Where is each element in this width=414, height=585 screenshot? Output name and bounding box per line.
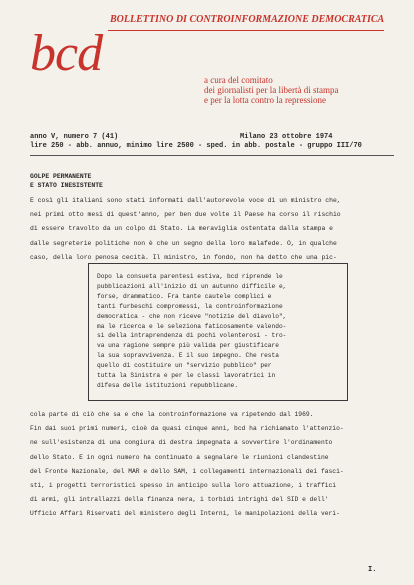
box-line: forse, drammatico. Fra tante cautele complici e — [97, 292, 272, 300]
text-line: sti, i progetti terroristici spesso in anticipo sulla loro attuazione, i traffici — [30, 482, 337, 490]
masthead-title: BOLLETTINO DI CONTROINFORMAZIONE DEMOCRATICA — [110, 14, 385, 25]
article-heading — [30, 172, 103, 190]
box-line: va una ragione sempre più valida per giustificare — [97, 342, 279, 350]
issue-price: lire 250 - abb. annuo, minimo lire 2500 - sped. in abb. postale - gruppo III/70 — [30, 142, 362, 150]
bcd-logo: bcd — [30, 25, 103, 82]
issue-number: anno V, numero 7 (41) — [30, 133, 119, 141]
article-paragraph-2 — [30, 408, 396, 522]
box-line: pubblicazioni all'inizio di un autunno difficile e, — [97, 282, 287, 290]
text-line: cola parte di ciò che sa e che la controinformazione va ripetendo dal 1969. — [30, 411, 314, 418]
text-line: dalle segreterie politiche non è che un segno della loro malafede. O, in qualche — [30, 239, 337, 247]
subtitle-line: e per la lotta contro la repressione — [204, 95, 326, 105]
issue-date: Milano 23 ottobre 1974 — [240, 133, 333, 141]
text-line: nei primi otto mesi di quest'anno, per ben due volte il Paese ha corso il rischio — [30, 211, 341, 219]
box-line: Dopo la consueta parentesi estiva, bcd riprende le — [97, 273, 283, 280]
masthead-subtitle — [204, 75, 338, 105]
masthead-divider — [108, 30, 384, 31]
subtitle-line: dei giornalisti per la libertà di stampa — [204, 85, 339, 95]
text-line: ne sull'esistenza di una congiura di destra impegnata a sovvertire l'ordinamento — [30, 439, 333, 447]
box-line: tanti furbeschi compromessi, la controinformazione — [97, 302, 283, 310]
text-line: di essere travolto da un colpo di Stato. La meraviglia ostentata dalla stampa e — [30, 225, 333, 233]
editorial-box — [88, 263, 348, 401]
subtitle-line: a cura del comitato — [204, 75, 273, 85]
issue-divider — [30, 155, 394, 156]
issue-info — [30, 133, 394, 151]
box-line: democratica - che non riceve "notizie del diavolo", — [97, 312, 287, 320]
text-line: di armi, gli intrallazzi della finanza nera, i torbidi intrighi del SID e dell' — [30, 496, 329, 504]
text-line: del Fronte Nazionale, del MAR e dello SAM, i collegamenti internazionali dei fasci- — [30, 467, 344, 475]
text-line: caso, della loro penosa cecità. Il ministro, in fondo, non ha detto che una pic- — [30, 253, 337, 261]
box-line: tutta la Sinistra e per le classi lavoratrici in — [97, 372, 276, 380]
box-line: difesa delle istituzioni repubblicane. — [97, 381, 239, 389]
text-line: E così gli italiani sono stati informati dall'autorevole voce di un ministro che, — [30, 197, 341, 204]
text-line: Fin dai suoi primi numeri, cioè da quasi cinque anni, bcd ha richiamato l'attenzio- — [30, 425, 344, 433]
heading-line: E STATO INESISTENTE — [30, 182, 103, 189]
text-line: dello Stato. E in ogni numero ha continuato a segnalare le riunioni clandestine — [30, 453, 329, 461]
heading-line: GOLPE PERMANENTE — [30, 173, 92, 180]
box-line: la sua sopravvivenza. E il suo impegno. Che resta — [97, 352, 279, 360]
box-line: quello di costituire un "servizio pubblico" per — [97, 362, 272, 370]
box-line: ma le ricerca e le seleziona faticosamente valendo- — [97, 322, 287, 330]
text-line: Ufficio Affari Riservati del ministero degli Interni, le manipolazioni della veri- — [30, 510, 340, 518]
page-number: I. — [368, 566, 377, 574]
article-paragraph-1 — [30, 194, 396, 265]
box-line: si della intraprendenza di pochi volenterosi - tro- — [97, 332, 287, 340]
